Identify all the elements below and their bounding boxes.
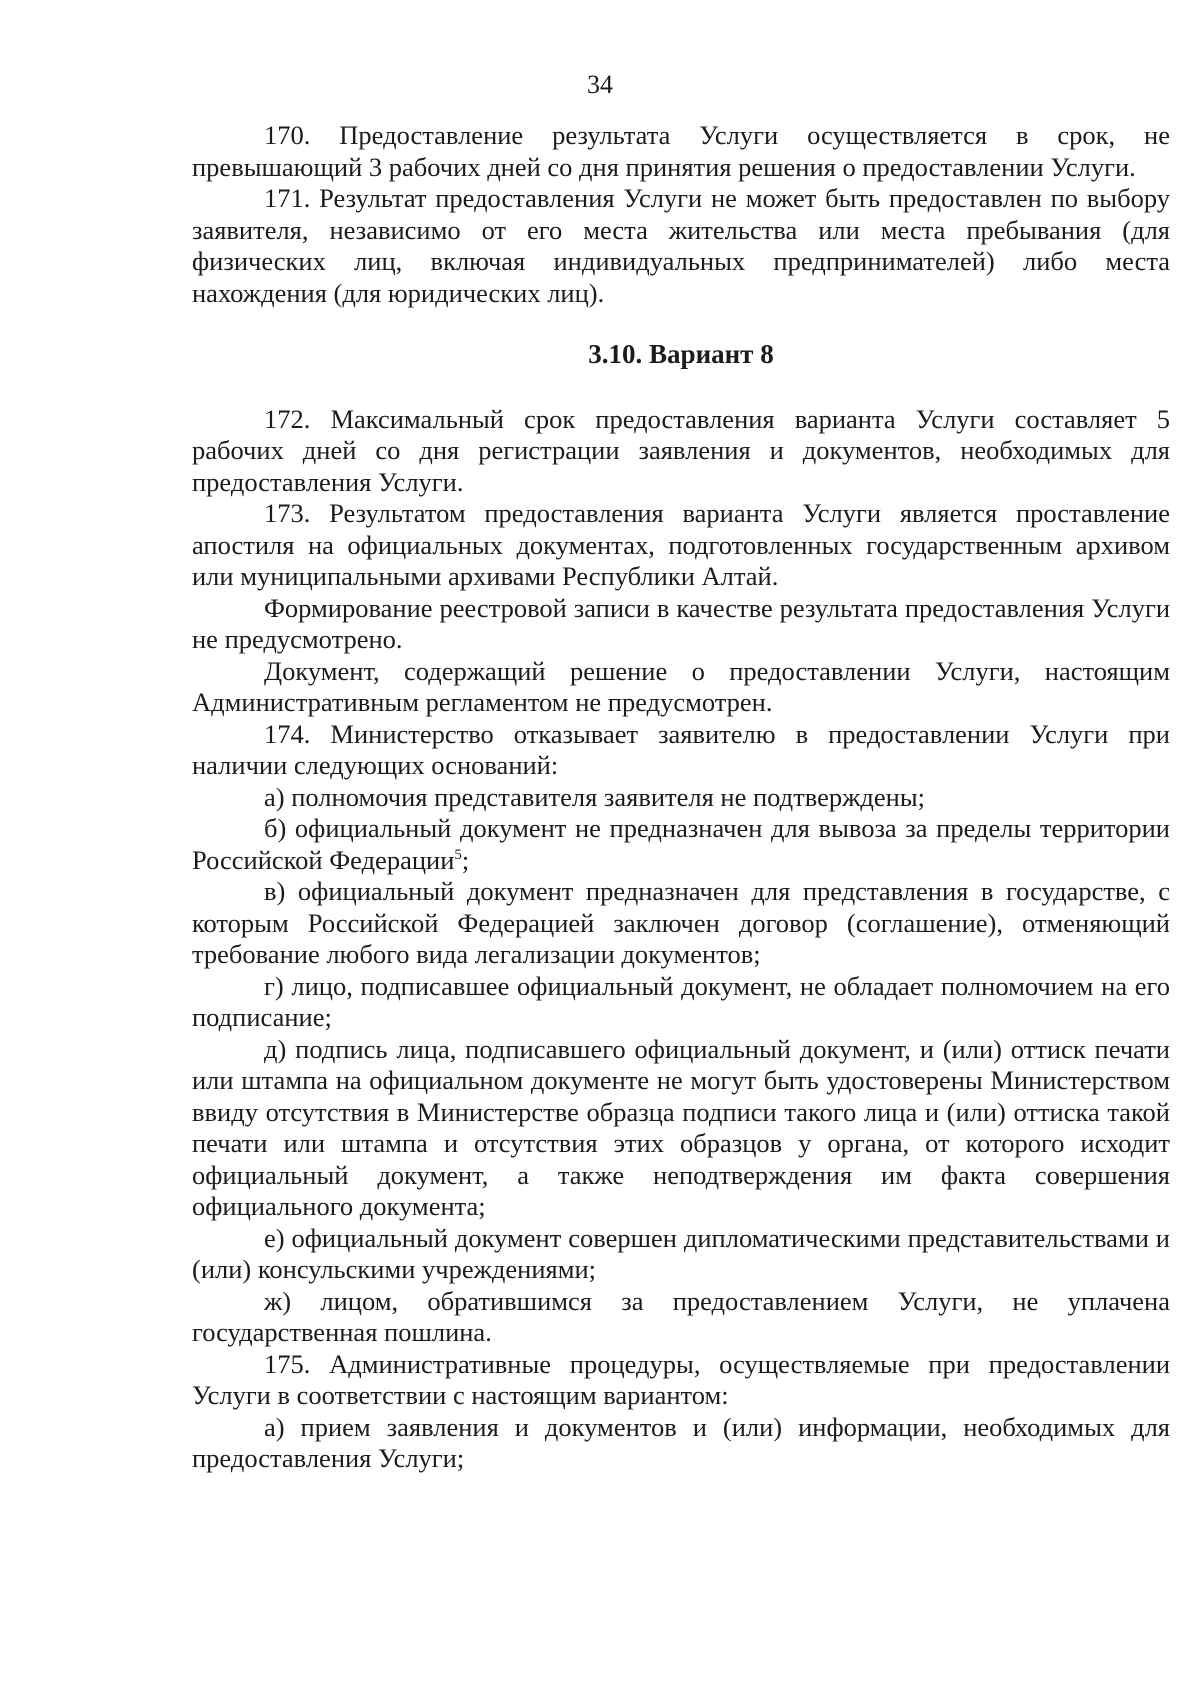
list-item-b [192,813,1170,876]
list-item-a: а) полномочия представителя заявителя не подтверждены; [264,781,925,812]
document-body [192,120,1170,1475]
list-item-175-a: а) прием заявления и документов и (или) информации, необходимых для предоставления Услуги; [192,1411,1170,1473]
paragraph-170: 170. Предоставление результата Услуги осуществляется в срок, не превышающий 3 рабочих дней со дня принятия решения о предоставлении Услуги. [192,120,1170,182]
paragraph-174: 174. Министерство отказывает заявителю в предоставлении Услуги при наличии следующих оснований: [192,718,1170,780]
section-heading: 3.10. Вариант 8 [588,339,774,369]
list-item-b-text: б) официальный документ не предназначен для вывоза за пределы территории Российской Федерации [192,813,1170,875]
paragraph-decision-document: Документ, содержащий решение о предоставлении Услуги, настоящим Административным регламентом не предусмотрен. [192,655,1170,717]
list-item-e: е) официальный документ совершен дипломатическими представительствами и (или) консульскими учреждениями; [192,1222,1170,1284]
paragraph-175: 175. Административные процедуры, осуществляемые при предоставлении Услуги в соответствии с настоящим вариантом: [192,1348,1170,1410]
paragraph-172: 172. Максимальный срок предоставления варианта Услуги составляет 5 рабочих дней со дня регистрации заявления и документов, необходимых для предоставления Услуги. [192,403,1170,497]
page-number: 34 [587,70,613,99]
paragraph-171: 171. Результат предоставления Услуги не может быть предоставлен по выбору заявителя, независимо от его места жительства или места пребывания (для физических лиц, включая индивидуальных предпринимателей) либо места нахождения (для юридических лиц). [192,183,1170,308]
list-item-b-tail: ; [461,844,470,875]
paragraph-registry-record: Формирование реестровой записи в качестве результата предоставления Услуги не предусмотрено. [192,592,1170,654]
paragraph-173: 173. Результатом предоставления варианта Услуги является проставление апостиля на официальных документах, подготовленных государственным архивом или муниципальными архивами Республики Алтай. [192,498,1170,591]
footnote-marker: 5 [454,846,462,863]
list-item-d: д) подпись лица, подписавшего официальный документ, и (или) оттиск печати или штампа на официальном документе не могут быть удостоверены Министерством ввиду отсутствия в Министерстве образца подписи такого лица и (или) оттиска такой печати или штампа и отсутствия этих образцов у органа, от которого исходит официальный документ, а также неподтверждения им факта совершения официального документа; [192,1033,1170,1221]
list-item-v: в) официальный документ предназначен для представления в государстве, с которым Российской Федерацией заключен договор (соглашение), отменяющий требование любого вида легализации документов; [192,876,1170,969]
list-item-zh: ж) лицом, обратившимся за предоставлением Услуги, не уплачена государственная пошлина. [192,1285,1170,1347]
list-item-g: г) лицо, подписавшее официальный документ, не обладает полномочием на его подписание; [192,970,1170,1032]
